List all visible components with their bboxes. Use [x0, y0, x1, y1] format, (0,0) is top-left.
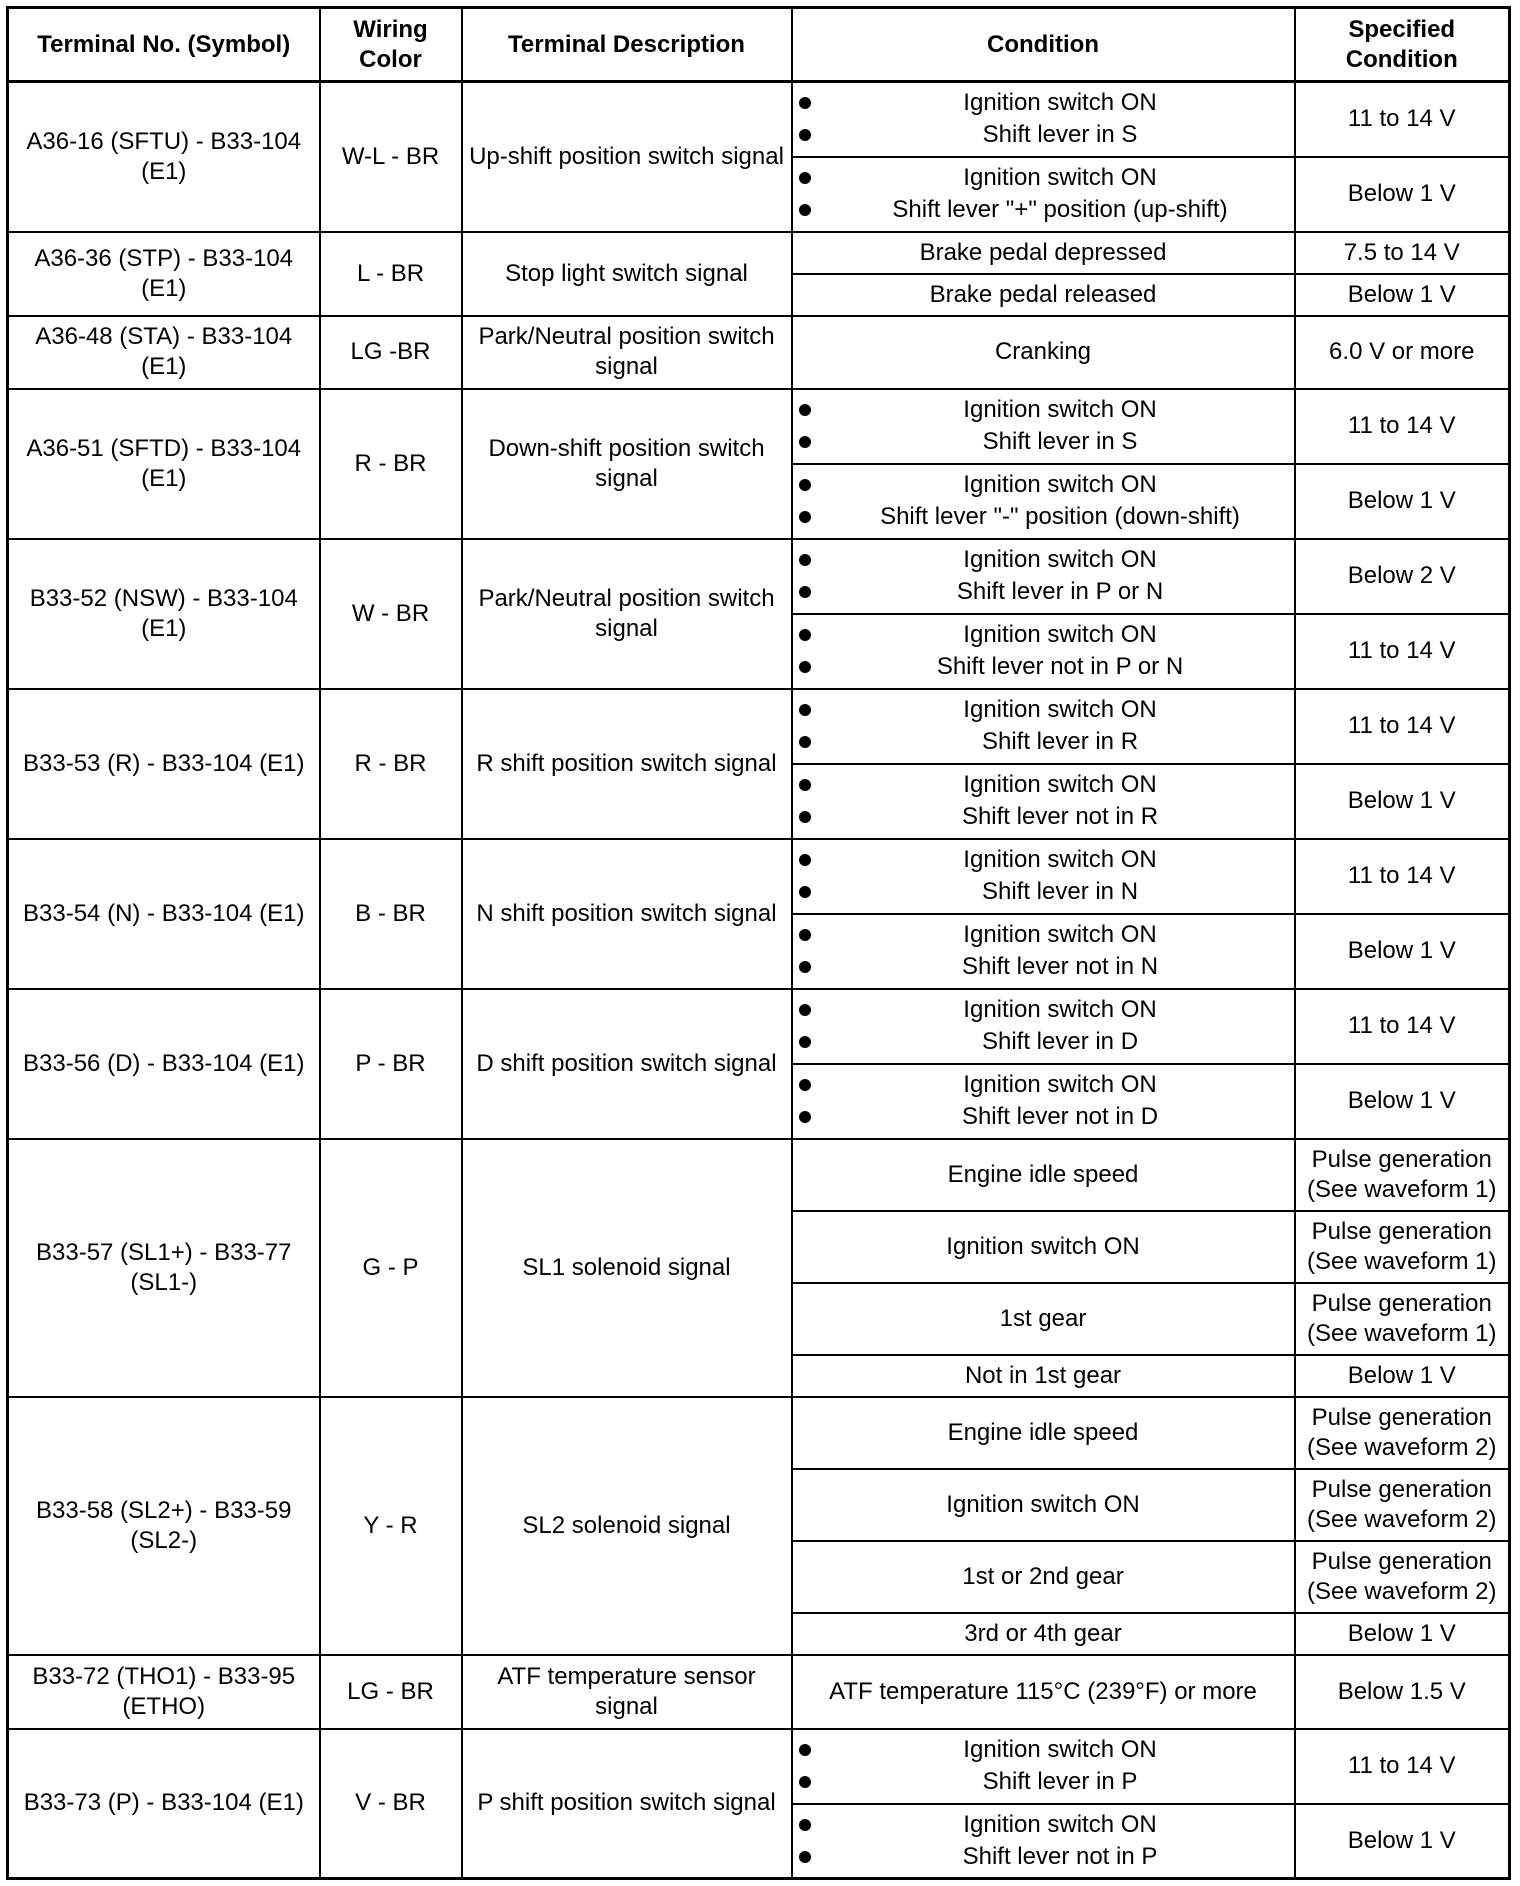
condition-cell: [792, 614, 1295, 689]
condition-list: [797, 844, 1290, 908]
description-cell: Park/Neutral position switch signal: [462, 316, 792, 389]
condition-list: [797, 919, 1290, 983]
description-cell: SL2 solenoid signal: [462, 1397, 792, 1655]
terminal-cell: B33-52 (NSW) - B33-104 (E1): [8, 539, 320, 689]
condition-list: [797, 87, 1290, 151]
condition-cell: 1st or 2nd gear: [792, 1541, 1295, 1613]
terminal-spec-table-container: [6, 6, 1508, 1880]
condition-bullet-item: Shift lever not in D: [797, 1101, 1290, 1133]
condition-bullet-item: Ignition switch ON: [797, 1734, 1290, 1766]
condition-list: [797, 1809, 1290, 1873]
condition-cell: Engine idle speed: [792, 1397, 1295, 1469]
condition-bullet-item: Shift lever not in N: [797, 951, 1290, 983]
condition-bullet-item: Shift lever in P or N: [797, 576, 1290, 608]
condition-cell: [792, 989, 1295, 1064]
header-condition: Condition: [792, 8, 1295, 82]
condition-cell: Engine idle speed: [792, 1139, 1295, 1211]
specified-condition-cell: 11 to 14 V: [1295, 389, 1510, 464]
condition-cell: [792, 389, 1295, 464]
table-row: [8, 1729, 1510, 1804]
condition-cell: Ignition switch ON: [792, 1211, 1295, 1283]
condition-list: [797, 694, 1290, 758]
description-cell: P shift position switch signal: [462, 1729, 792, 1879]
specified-condition-cell: 11 to 14 V: [1295, 614, 1510, 689]
wiring-color-cell: G - P: [320, 1139, 462, 1397]
condition-cell: [792, 539, 1295, 614]
condition-bullet-item: Shift lever in S: [797, 119, 1290, 151]
condition-bullet-item: Shift lever not in P: [797, 1841, 1290, 1873]
wiring-color-cell: P - BR: [320, 989, 462, 1139]
wiring-color-cell: W-L - BR: [320, 82, 462, 232]
table-row: [8, 689, 1510, 764]
condition-cell: [792, 1064, 1295, 1139]
specified-condition-cell: Below 1 V: [1295, 914, 1510, 989]
condition-bullet-item: Shift lever in N: [797, 876, 1290, 908]
specified-condition-cell: 11 to 14 V: [1295, 839, 1510, 914]
specified-condition-cell: 11 to 14 V: [1295, 989, 1510, 1064]
condition-cell: [792, 1729, 1295, 1804]
condition-bullet-item: Shift lever in D: [797, 1026, 1290, 1058]
specified-condition-cell: 11 to 14 V: [1295, 1729, 1510, 1804]
condition-bullet-item: Shift lever not in R: [797, 801, 1290, 833]
terminal-cell: B33-73 (P) - B33-104 (E1): [8, 1729, 320, 1879]
condition-cell: 3rd or 4th gear: [792, 1613, 1295, 1655]
terminal-cell: B33-58 (SL2+) - B33-59 (SL2-): [8, 1397, 320, 1655]
specified-condition-cell: Pulse generation (See waveform 1): [1295, 1283, 1510, 1355]
condition-bullet-item: Ignition switch ON: [797, 544, 1290, 576]
condition-cell: [792, 157, 1295, 232]
terminal-cell: B33-53 (R) - B33-104 (E1): [8, 689, 320, 839]
table-row: [8, 389, 1510, 464]
wiring-color-cell: V - BR: [320, 1729, 462, 1879]
description-cell: Stop light switch signal: [462, 232, 792, 316]
wiring-color-cell: Y - R: [320, 1397, 462, 1655]
table-row: [8, 316, 1510, 389]
header-wiring-color: Wiring Color: [320, 8, 462, 82]
wiring-color-cell: LG - BR: [320, 1655, 462, 1729]
specified-condition-cell: Pulse generation (See waveform 2): [1295, 1397, 1510, 1469]
specified-condition-cell: Below 1 V: [1295, 764, 1510, 839]
table-row: [8, 1655, 1510, 1729]
condition-list: [797, 619, 1290, 683]
condition-list: [797, 394, 1290, 458]
condition-list: [797, 162, 1290, 226]
condition-bullet-item: Ignition switch ON: [797, 1069, 1290, 1101]
condition-bullet-item: Shift lever in P: [797, 1766, 1290, 1798]
condition-cell: [792, 689, 1295, 764]
terminal-cell: A36-48 (STA) - B33-104 (E1): [8, 316, 320, 389]
table-row: [8, 232, 1510, 274]
description-cell: SL1 solenoid signal: [462, 1139, 792, 1397]
terminal-cell: B33-56 (D) - B33-104 (E1): [8, 989, 320, 1139]
terminal-cell: A36-16 (SFTU) - B33-104 (E1): [8, 82, 320, 232]
specified-condition-cell: Below 1.5 V: [1295, 1655, 1510, 1729]
description-cell: ATF temperature sensor signal: [462, 1655, 792, 1729]
condition-bullet-item: Ignition switch ON: [797, 769, 1290, 801]
terminal-cell: A36-36 (STP) - B33-104 (E1): [8, 232, 320, 316]
specified-condition-cell: Below 2 V: [1295, 539, 1510, 614]
condition-bullet-item: Ignition switch ON: [797, 469, 1290, 501]
condition-bullet-item: Ignition switch ON: [797, 394, 1290, 426]
condition-cell: Not in 1st gear: [792, 1355, 1295, 1397]
wiring-color-cell: W - BR: [320, 539, 462, 689]
header-terminal: Terminal No. (Symbol): [8, 8, 320, 82]
specified-condition-cell: Pulse generation (See waveform 1): [1295, 1139, 1510, 1211]
condition-cell: ATF temperature 115°C (239°F) or more: [792, 1655, 1295, 1729]
specified-condition-cell: Pulse generation (See waveform 1): [1295, 1211, 1510, 1283]
condition-cell: [792, 82, 1295, 157]
condition-bullet-item: Ignition switch ON: [797, 994, 1290, 1026]
specified-condition-cell: 11 to 14 V: [1295, 689, 1510, 764]
terminal-spec-table: [6, 6, 1511, 1880]
condition-cell: [792, 839, 1295, 914]
condition-cell: [792, 764, 1295, 839]
specified-condition-cell: 7.5 to 14 V: [1295, 232, 1510, 274]
condition-bullet-item: Shift lever "-" position (down-shift): [797, 501, 1290, 533]
specified-condition-cell: 11 to 14 V: [1295, 82, 1510, 157]
specified-condition-cell: Below 1 V: [1295, 1804, 1510, 1879]
specified-condition-cell: Below 1 V: [1295, 274, 1510, 316]
condition-bullet-item: Ignition switch ON: [797, 1809, 1290, 1841]
condition-bullet-item: Shift lever in R: [797, 726, 1290, 758]
condition-bullet-item: Ignition switch ON: [797, 162, 1290, 194]
condition-cell: Cranking: [792, 316, 1295, 389]
condition-list: [797, 994, 1290, 1058]
header-specified-condition: Specified Condition: [1295, 8, 1510, 82]
specified-condition-cell: Below 1 V: [1295, 1355, 1510, 1397]
condition-bullet-item: Ignition switch ON: [797, 919, 1290, 951]
condition-list: [797, 769, 1290, 833]
specified-condition-cell: Below 1 V: [1295, 464, 1510, 539]
condition-cell: [792, 464, 1295, 539]
terminal-cell: A36-51 (SFTD) - B33-104 (E1): [8, 389, 320, 539]
wiring-color-cell: LG -BR: [320, 316, 462, 389]
condition-list: [797, 1734, 1290, 1798]
condition-cell: [792, 914, 1295, 989]
condition-list: [797, 469, 1290, 533]
condition-cell: Ignition switch ON: [792, 1469, 1295, 1541]
table-body: [8, 82, 1510, 1879]
condition-bullet-item: Shift lever in S: [797, 426, 1290, 458]
description-cell: R shift position switch signal: [462, 689, 792, 839]
condition-list: [797, 1069, 1290, 1133]
condition-bullet-item: Shift lever "+" position (up-shift): [797, 194, 1290, 226]
specified-condition-cell: Below 1 V: [1295, 1613, 1510, 1655]
terminal-cell: B33-72 (THO1) - B33-95 (ETHO): [8, 1655, 320, 1729]
header-row: [8, 8, 1510, 82]
specified-condition-cell: Pulse generation (See waveform 2): [1295, 1541, 1510, 1613]
specified-condition-cell: 6.0 V or more: [1295, 316, 1510, 389]
condition-list: [797, 544, 1290, 608]
description-cell: Down-shift position switch signal: [462, 389, 792, 539]
description-cell: Park/Neutral position switch signal: [462, 539, 792, 689]
condition-cell: Brake pedal released: [792, 274, 1295, 316]
wiring-color-cell: B - BR: [320, 839, 462, 989]
description-cell: D shift position switch signal: [462, 989, 792, 1139]
table-row: [8, 839, 1510, 914]
condition-cell: 1st gear: [792, 1283, 1295, 1355]
condition-bullet-item: Ignition switch ON: [797, 87, 1290, 119]
terminal-cell: B33-54 (N) - B33-104 (E1): [8, 839, 320, 989]
specified-condition-cell: Below 1 V: [1295, 1064, 1510, 1139]
wiring-color-cell: R - BR: [320, 689, 462, 839]
table-row: [8, 1397, 1510, 1469]
table-row: [8, 539, 1510, 614]
table-row: [8, 989, 1510, 1064]
terminal-cell: B33-57 (SL1+) - B33-77 (SL1-): [8, 1139, 320, 1397]
condition-bullet-item: Ignition switch ON: [797, 844, 1290, 876]
wiring-color-cell: R - BR: [320, 389, 462, 539]
condition-bullet-item: Ignition switch ON: [797, 694, 1290, 726]
table-row: [8, 1139, 1510, 1211]
condition-bullet-item: Shift lever not in P or N: [797, 651, 1290, 683]
condition-cell: Brake pedal depressed: [792, 232, 1295, 274]
specified-condition-cell: Pulse generation (See waveform 2): [1295, 1469, 1510, 1541]
condition-bullet-item: Ignition switch ON: [797, 619, 1290, 651]
header-terminal-description: Terminal Description: [462, 8, 792, 82]
condition-cell: [792, 1804, 1295, 1879]
description-cell: N shift position switch signal: [462, 839, 792, 989]
wiring-color-cell: L - BR: [320, 232, 462, 316]
description-cell: Up-shift position switch signal: [462, 82, 792, 232]
specified-condition-cell: Below 1 V: [1295, 157, 1510, 232]
table-row: [8, 82, 1510, 157]
